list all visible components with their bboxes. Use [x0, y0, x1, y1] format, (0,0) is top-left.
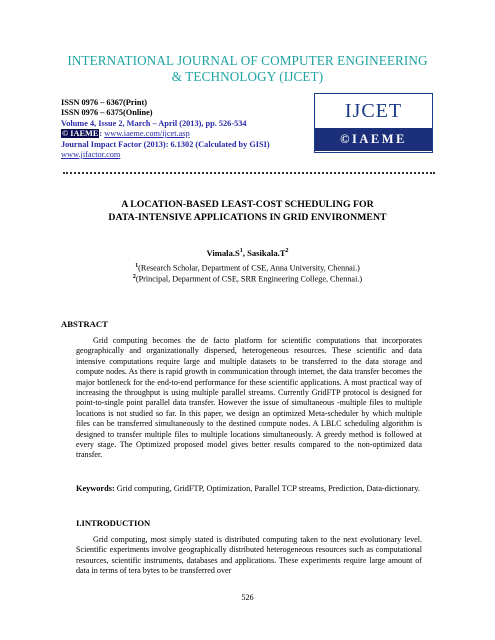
ijcet-logo — [314, 93, 433, 153]
author-separator: , — [242, 248, 248, 258]
logo-top-text: IJCET — [315, 94, 432, 128]
issn-online: ISSN 0976 – 6375(Online) — [61, 108, 153, 118]
paper-title-line1: A LOCATION-BASED LEAST-COST SCHEDULING FOR — [121, 199, 374, 210]
affiliation-1-sup: 1 — [135, 263, 139, 269]
affiliation-1 — [60, 263, 435, 273]
website-link[interactable]: www.iaeme.com/ijcet.asp — [104, 129, 190, 139]
affiliation-2-sup: 2 — [132, 274, 136, 280]
author-2: Sasikala.T — [247, 248, 286, 258]
paper-title — [60, 199, 435, 224]
volume-info: Volume 4, Issue 2, March – April (2013), pp. 526-534 — [61, 118, 247, 128]
affiliation-2 — [60, 274, 435, 284]
journal-metadata — [61, 98, 321, 160]
journal-title — [40, 53, 455, 85]
author-2-sup: 2 — [285, 248, 289, 255]
keywords-label: Keywords: — [76, 484, 115, 493]
logo-bottom-text: ©IAEME — [315, 128, 432, 151]
keywords-text: Grid computing, GridFTP, Optimization, Parallel TCP streams, Prediction, Data-dictionary. — [114, 484, 420, 493]
abstract-body: Grid computing becomes the de facto platform for scientific computations that incorporates geographically and organizationally dispersed, heterogeneous resources. These scientific and data intensive computations require large and multiple datasets to be transferred to the data storage and compute nodes. As there is rapid growth in communication through internet, the data transfer becomes the major bottleneck for the end-to-end performance for these scientific applications. A most practical way of increasing the throughput is using multiple parallel streams. Currently GridFTP protocol is designed for point-to-single point parallel data transfer. However the issue of simultaneous -multiple files to multiple locations is not studied so far. In this paper, we design an optimized Meta-scheduler by which multiple files can be transferred simultaneously to the destined compute nodes. A LBLC scheduling algorithm is designed to transfer multiple files to multiple locations simultaneously. A greedy method is followed at every stage. The Optimized proposed model gives better results compared to the non-optimized data transfer. — [76, 336, 422, 460]
affiliation-2-text: (Principal, Department of CSE, SRR Engineering College, Chennai.) — [135, 274, 363, 284]
introduction-body: Grid computing, most simply stated is distributed computing taken to the next evolutionary level. Scientific experiments involve geographically distributed heterogeneous resources such as computational resources, scientific instruments, databases and applications. These experiments require large amount of data in terms of tera bytes to be transferred over — [76, 535, 422, 576]
authors — [60, 248, 435, 258]
journal-title-line1: INTERNATIONAL JOURNAL OF COMPUTER ENGINEERING — [67, 53, 428, 68]
author-1: Vimala.S — [206, 248, 240, 258]
impact-factor: Journal Impact Factor (2013): 6.1302 (Calculated by GISI) — [61, 139, 270, 149]
page-number: 526 — [241, 593, 254, 602]
iaeme-tag: © IAEME — [62, 129, 99, 139]
abstract-heading: ABSTRACT — [61, 319, 108, 329]
header-divider — [63, 172, 435, 174]
affiliation-1-text: (Research Scholar, Department of CSE, Anna University, Chennai.) — [138, 263, 360, 273]
colon-separator: : — [99, 129, 103, 139]
journal-title-line2: & TECHNOLOGY (IJCET) — [171, 69, 324, 84]
issn-print: ISSN 0976 – 6367(Print) — [61, 98, 147, 107]
keywords — [76, 484, 422, 495]
paper-title-line2: DATA-INTENSIVE APPLICATIONS IN GRID ENVIRONMENT — [108, 211, 387, 223]
introduction-heading: I.INTRODUCTION — [76, 518, 151, 528]
jifactor-link[interactable]: www.jifactor.com — [61, 150, 121, 160]
author-1-sup: 1 — [239, 248, 243, 255]
website-line — [61, 129, 321, 139]
